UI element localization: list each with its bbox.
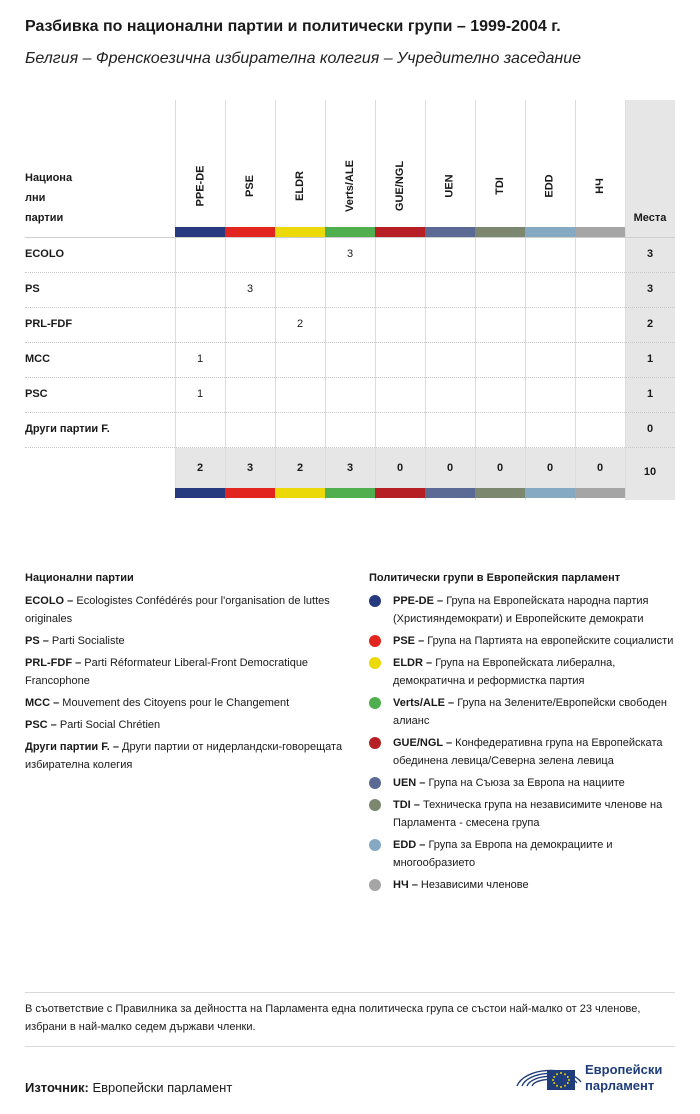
party-row-name: ECOLO [25,248,65,260]
legend-abbr: ECOLO – [25,595,74,607]
political-group-legend-item [369,654,680,690]
legend-abbr: PRL-FDF – [25,657,82,669]
group-color-dot-icon [369,635,381,647]
group-color-bar [425,488,475,498]
group-header [425,146,475,226]
group-total: 0 [546,462,554,474]
group-color-dot-icon [369,839,381,851]
party-row-name: MCC [25,353,51,365]
group-color-bar [175,227,225,237]
legend-desc: Parti Socialiste [51,635,125,647]
political-group-legend-item [369,876,680,894]
seat-cell: 3 [346,248,354,260]
legend-desc: Група на Европейската народна партия (Християндемократи) и Европейските демократи [393,595,649,625]
national-parties-legend-title: Национални партии [25,572,134,584]
group-total: 3 [346,462,354,474]
group-header-label: PSE [243,174,256,198]
group-header-label: ELDR [293,171,306,201]
political-groups-legend [369,572,680,898]
seat-cell: 1 [196,388,204,400]
group-color-bar [325,227,375,237]
group-color-bar [575,227,625,237]
political-group-legend-item [369,836,680,872]
seat-cell: 1 [196,353,204,365]
group-header [225,146,275,226]
legend-abbr: PSE – [393,635,425,647]
row-seat-total: 1 [646,353,654,365]
party-row-name: Други партии F. [25,423,110,435]
group-color-bar [475,227,525,237]
legend-abbr: PSC – [25,719,57,731]
national-parties-header-line: партии [25,212,64,224]
political-group-legend-item [369,734,680,770]
legend-abbr: Други партии F. – [25,741,119,753]
grid-line [625,100,626,500]
distribution-table [25,100,675,500]
group-color-bar [375,227,425,237]
source-line [25,1080,232,1095]
legend-abbr: НЧ – [393,879,418,891]
group-header [325,146,375,226]
legend-desc: Независими членове [420,879,529,891]
political-group-legend-item [369,694,680,730]
national-party-legend-item [25,694,350,712]
group-header [275,146,325,226]
group-color-bar [325,488,375,498]
party-row-name: PS [25,283,40,295]
wordmark-line: Европейски [585,1062,663,1077]
grand-total: 10 [643,466,657,478]
group-total: 0 [446,462,454,474]
national-party-legend-item [25,654,350,690]
group-color-bar [525,488,575,498]
group-header [525,146,575,226]
legend-abbr: PPE-DE – [393,595,444,607]
legend-desc: Група на Съюза за Европа на нациите [428,777,625,789]
source-label: Източник: [25,1080,89,1095]
national-parties-header-line: лни [25,192,46,204]
group-header-label: UEN [443,174,456,198]
national-party-legend-item [25,738,350,774]
legend-abbr: PS – [25,635,49,647]
row-seat-total: 3 [646,248,654,260]
group-color-dot-icon [369,777,381,789]
page-title: Разбивка по национални партии и политически групи – 1999-2004 г. [25,18,561,35]
footnote: В съответствие с Правилника за дейността на Парламента една политическа група се състои най-малко от 23 членове, избрани в най-малко седем държави членки. [25,1003,641,1033]
legend-abbr: MCC – [25,697,60,709]
legend-abbr: EDD – [393,839,426,851]
european-parliament-wordmark [585,1062,662,1094]
divider [25,1046,675,1047]
group-header-label: TDI [493,177,506,195]
group-header-label: PPE-DE [194,165,206,207]
seats-column-background [625,100,675,500]
national-party-legend-item [25,632,350,650]
legend-desc: Група на Партията на европейските социалисти [427,635,674,647]
group-total: 3 [246,462,254,474]
group-total: 2 [196,462,204,474]
group-header [575,146,625,226]
group-color-bar [275,227,325,237]
political-group-legend-item [369,796,680,832]
national-parties-header [25,168,85,228]
political-group-legend-item [369,592,680,628]
group-header [175,146,225,226]
row-seat-total: 2 [646,318,654,330]
group-color-bar [475,488,525,498]
group-header-label: НЧ [594,178,606,194]
group-color-bar [425,227,475,237]
row-divider [25,447,675,449]
row-seat-total: 3 [646,283,654,295]
legend-desc: Група за Европа на демокрациите и многообразието [393,839,613,869]
legend-abbr: GUE/NGL – [393,737,453,749]
national-parties-header-line: Национа [25,172,73,184]
national-parties-legend [25,572,350,778]
group-header [375,146,425,226]
group-color-dot-icon [369,595,381,607]
legend-desc: Mouvement des Citoyens pour le Changement [62,697,290,709]
group-color-dot-icon [369,799,381,811]
group-header [475,146,525,226]
row-seat-total: 0 [646,423,654,435]
page-subtitle: Белгия – Френскоезична избирателна колегия – Учредително заседание [25,50,582,67]
group-total: 0 [596,462,604,474]
row-divider [25,342,675,344]
group-total: 0 [396,462,404,474]
legend-desc: Конфедеративна група на Европейската обединена левица/Северна зелена левица [393,737,663,767]
group-color-dot-icon [369,879,381,891]
group-color-bar [575,488,625,498]
legend-abbr: TDI – [393,799,420,811]
divider [25,992,675,993]
political-group-legend-item [369,774,680,792]
row-divider [25,307,675,309]
legend-abbr: ELDR – [393,657,433,669]
group-color-bar [225,227,275,237]
seat-cell: 3 [246,283,254,295]
legend-desc: Parti Social Chrétien [59,719,161,731]
political-groups-legend-title: Политически групи в Европейския парламент [369,572,621,584]
row-divider [25,272,675,274]
group-total: 2 [296,462,304,474]
national-party-legend-item [25,716,350,734]
group-header-label: GUE/NGL [394,160,406,212]
seat-cell: 2 [296,318,304,330]
legend-desc: Група на Зелените/Европейски свободен алианс [393,697,667,727]
row-divider [25,412,675,414]
group-header-label: Verts/ALE [344,160,356,212]
group-color-bar [275,488,325,498]
group-color-bar [175,488,225,498]
row-divider [25,377,675,379]
group-header-label: EDD [543,174,556,198]
legend-desc: Parti Réformateur Liberal-Front Democratique Francophone [25,657,309,687]
legend-desc: Група на Европейската либерална, демократична и реформистка партия [393,657,616,687]
wordmark-line: парламент [585,1078,655,1093]
national-party-legend-item [25,592,350,628]
source-value: Европейски парламент [92,1080,233,1095]
legend-desc: Други партии от нидерландски-говорещата избирателна колегия [25,741,343,771]
legend-desc: Ecologistes Confédérés pour l'organisation de luttes originales [25,595,330,625]
seats-header: Места [633,212,667,224]
party-row-name: PRL-FDF [25,318,73,330]
group-color-dot-icon [369,737,381,749]
political-group-legend-item [369,632,680,650]
group-color-bar [375,488,425,498]
group-color-bar [225,488,275,498]
row-divider [25,237,675,239]
legend-abbr: Verts/ALE – [393,697,455,709]
legend-abbr: UEN – [393,777,426,789]
legend-desc: Техническа група на независимите членове на Парламента - смесена група [393,799,663,829]
row-seat-total: 1 [646,388,654,400]
group-color-dot-icon [369,697,381,709]
group-color-dot-icon [369,657,381,669]
group-color-bar [525,227,575,237]
party-row-name: PSC [25,388,48,400]
group-total: 0 [496,462,504,474]
